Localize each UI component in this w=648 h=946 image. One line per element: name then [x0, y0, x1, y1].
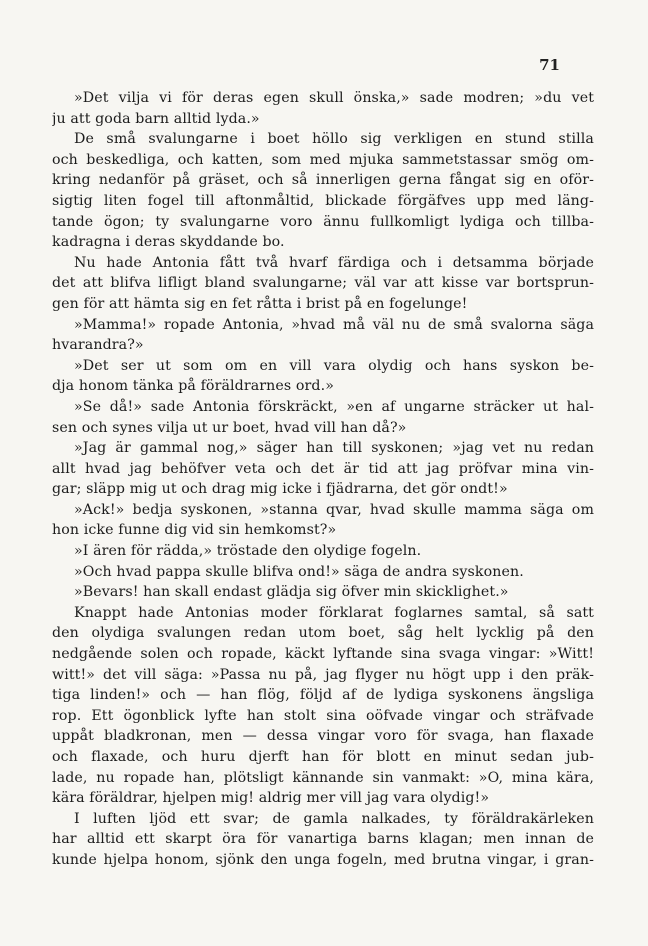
text-line: kring nedanför på gräset, och så innerligen gerna fångat sig en oför-	[52, 172, 594, 189]
text-line: dja honom tänka på föräldrarnes ord.»	[52, 378, 334, 395]
text-line: »Ack!» bedja syskonen, »stanna qvar, hvad skulle mamma säga om	[74, 501, 594, 518]
text-line: hvarandra?»	[52, 337, 144, 354]
text-line: det att blifva lifligt bland svalungarne; väl var att kisse var bortsprun-	[52, 275, 594, 292]
text-line: nedgående solen och ropade, käckt lyftande sina svaga vingar: »Witt!	[52, 646, 594, 663]
text-line: hon icke funne dig vid sin hemkomst?»	[52, 522, 337, 539]
text-line: De små svalungarne i boet höllo sig verkligen en stund stilla	[74, 131, 594, 148]
text-line: Knappt hade Antonias moder förklarat foglarnes samtal, så satt	[74, 604, 594, 621]
text-line: uppåt bladkronan, men — dessa vingar voro för svaga, han flaxade	[52, 728, 594, 745]
text-line: »Mamma!» ropade Antonia, »hvad må väl nu de små svalorna säga	[74, 316, 594, 333]
page-number: 71	[539, 56, 560, 74]
text-line: ju att goda barn alltid lyda.»	[52, 110, 260, 127]
text-line: »Det ser ut som om en vill vara olydig och hans syskon be-	[74, 357, 594, 374]
text-line: gar; släpp mig ut och drag mig icke i fjädrarna, det gör ondt!»	[52, 481, 508, 498]
text-line: och flaxade, och huru djerft han för blott en minut sedan jub-	[52, 749, 594, 765]
body-text	[52, 88, 594, 871]
text-line: rop. Ett ögonblick lyfte han stolt sina oöfvade vingar och sträfvade	[52, 707, 594, 724]
text-line: tiga linden!» och — han flög, följd af de lydiga syskonens ängsliga	[52, 687, 594, 704]
text-line: och beskedliga, och katten, som med mjuka sammetstassar smög om-	[52, 151, 594, 168]
text-line: gen för att hämta sig en fet råtta i brist på en fogelunge!	[52, 295, 468, 312]
text-line: den olydiga svalungen redan utom boet, såg helt lycklig på den	[52, 625, 594, 642]
text-line: har alltid ett skarpt öra för vanartiga barns klagan; men innan de	[52, 831, 594, 848]
text-line: »Se då!» sade Antonia förskräckt, »en af ungarne sträcker ut hal-	[74, 398, 594, 415]
text-line: allt hvad jag behöfver veta och det är tid att jag pröfvar mina vin-	[52, 460, 594, 477]
text-line: sigtig liten fogel till aftonmåltid, blickade förgäfves upp med läng-	[52, 192, 594, 209]
text-line: »Bevars! han skall endast glädja sig öfver min skicklighet.»	[74, 584, 509, 601]
text-line: I luften ljöd ett svar; de gamla nalkades, ty föräldrakärleken	[74, 810, 594, 827]
text-line: »I ären för rädda,» tröstade den olydige fogeln.	[74, 543, 422, 560]
text-line: »Det vilja vi för deras egen skull önska,» sade modren; »du vet	[74, 90, 594, 106]
text-line: lade, nu ropade han, plötsligt kännande sin vanmakt: »O, mina kära,	[52, 769, 594, 786]
text-line: tande ögon; ty svalungarne voro ännu fullkomligt lydiga och tillba-	[52, 213, 594, 230]
text-line: kära föräldrar, hjelpen mig! aldrig mer vill jag vara olydig!»	[52, 790, 490, 807]
text-line: sen och synes vilja ut ur boet, hvad vill han då?»	[52, 419, 407, 436]
text-line: witt!» det vill säga: »Passa nu på, jag flyger nu högt upp i den präk-	[52, 666, 594, 683]
text-line: »Och hvad pappa skulle blifva ond!» säga de andra syskonen.	[74, 563, 524, 580]
text-line: kunde hjelpa honom, sjönk den unga fogeln, med brutna vingar, i gran-	[52, 851, 594, 868]
text-line: »Jag är gammal nog,» säger han till syskonen; »jag vet nu redan	[74, 440, 594, 457]
text-line: kadragna i deras skyddande bo.	[52, 234, 285, 251]
text-line: Nu hade Antonia fått två hvarf färdiga och i detsamma började	[74, 254, 594, 271]
